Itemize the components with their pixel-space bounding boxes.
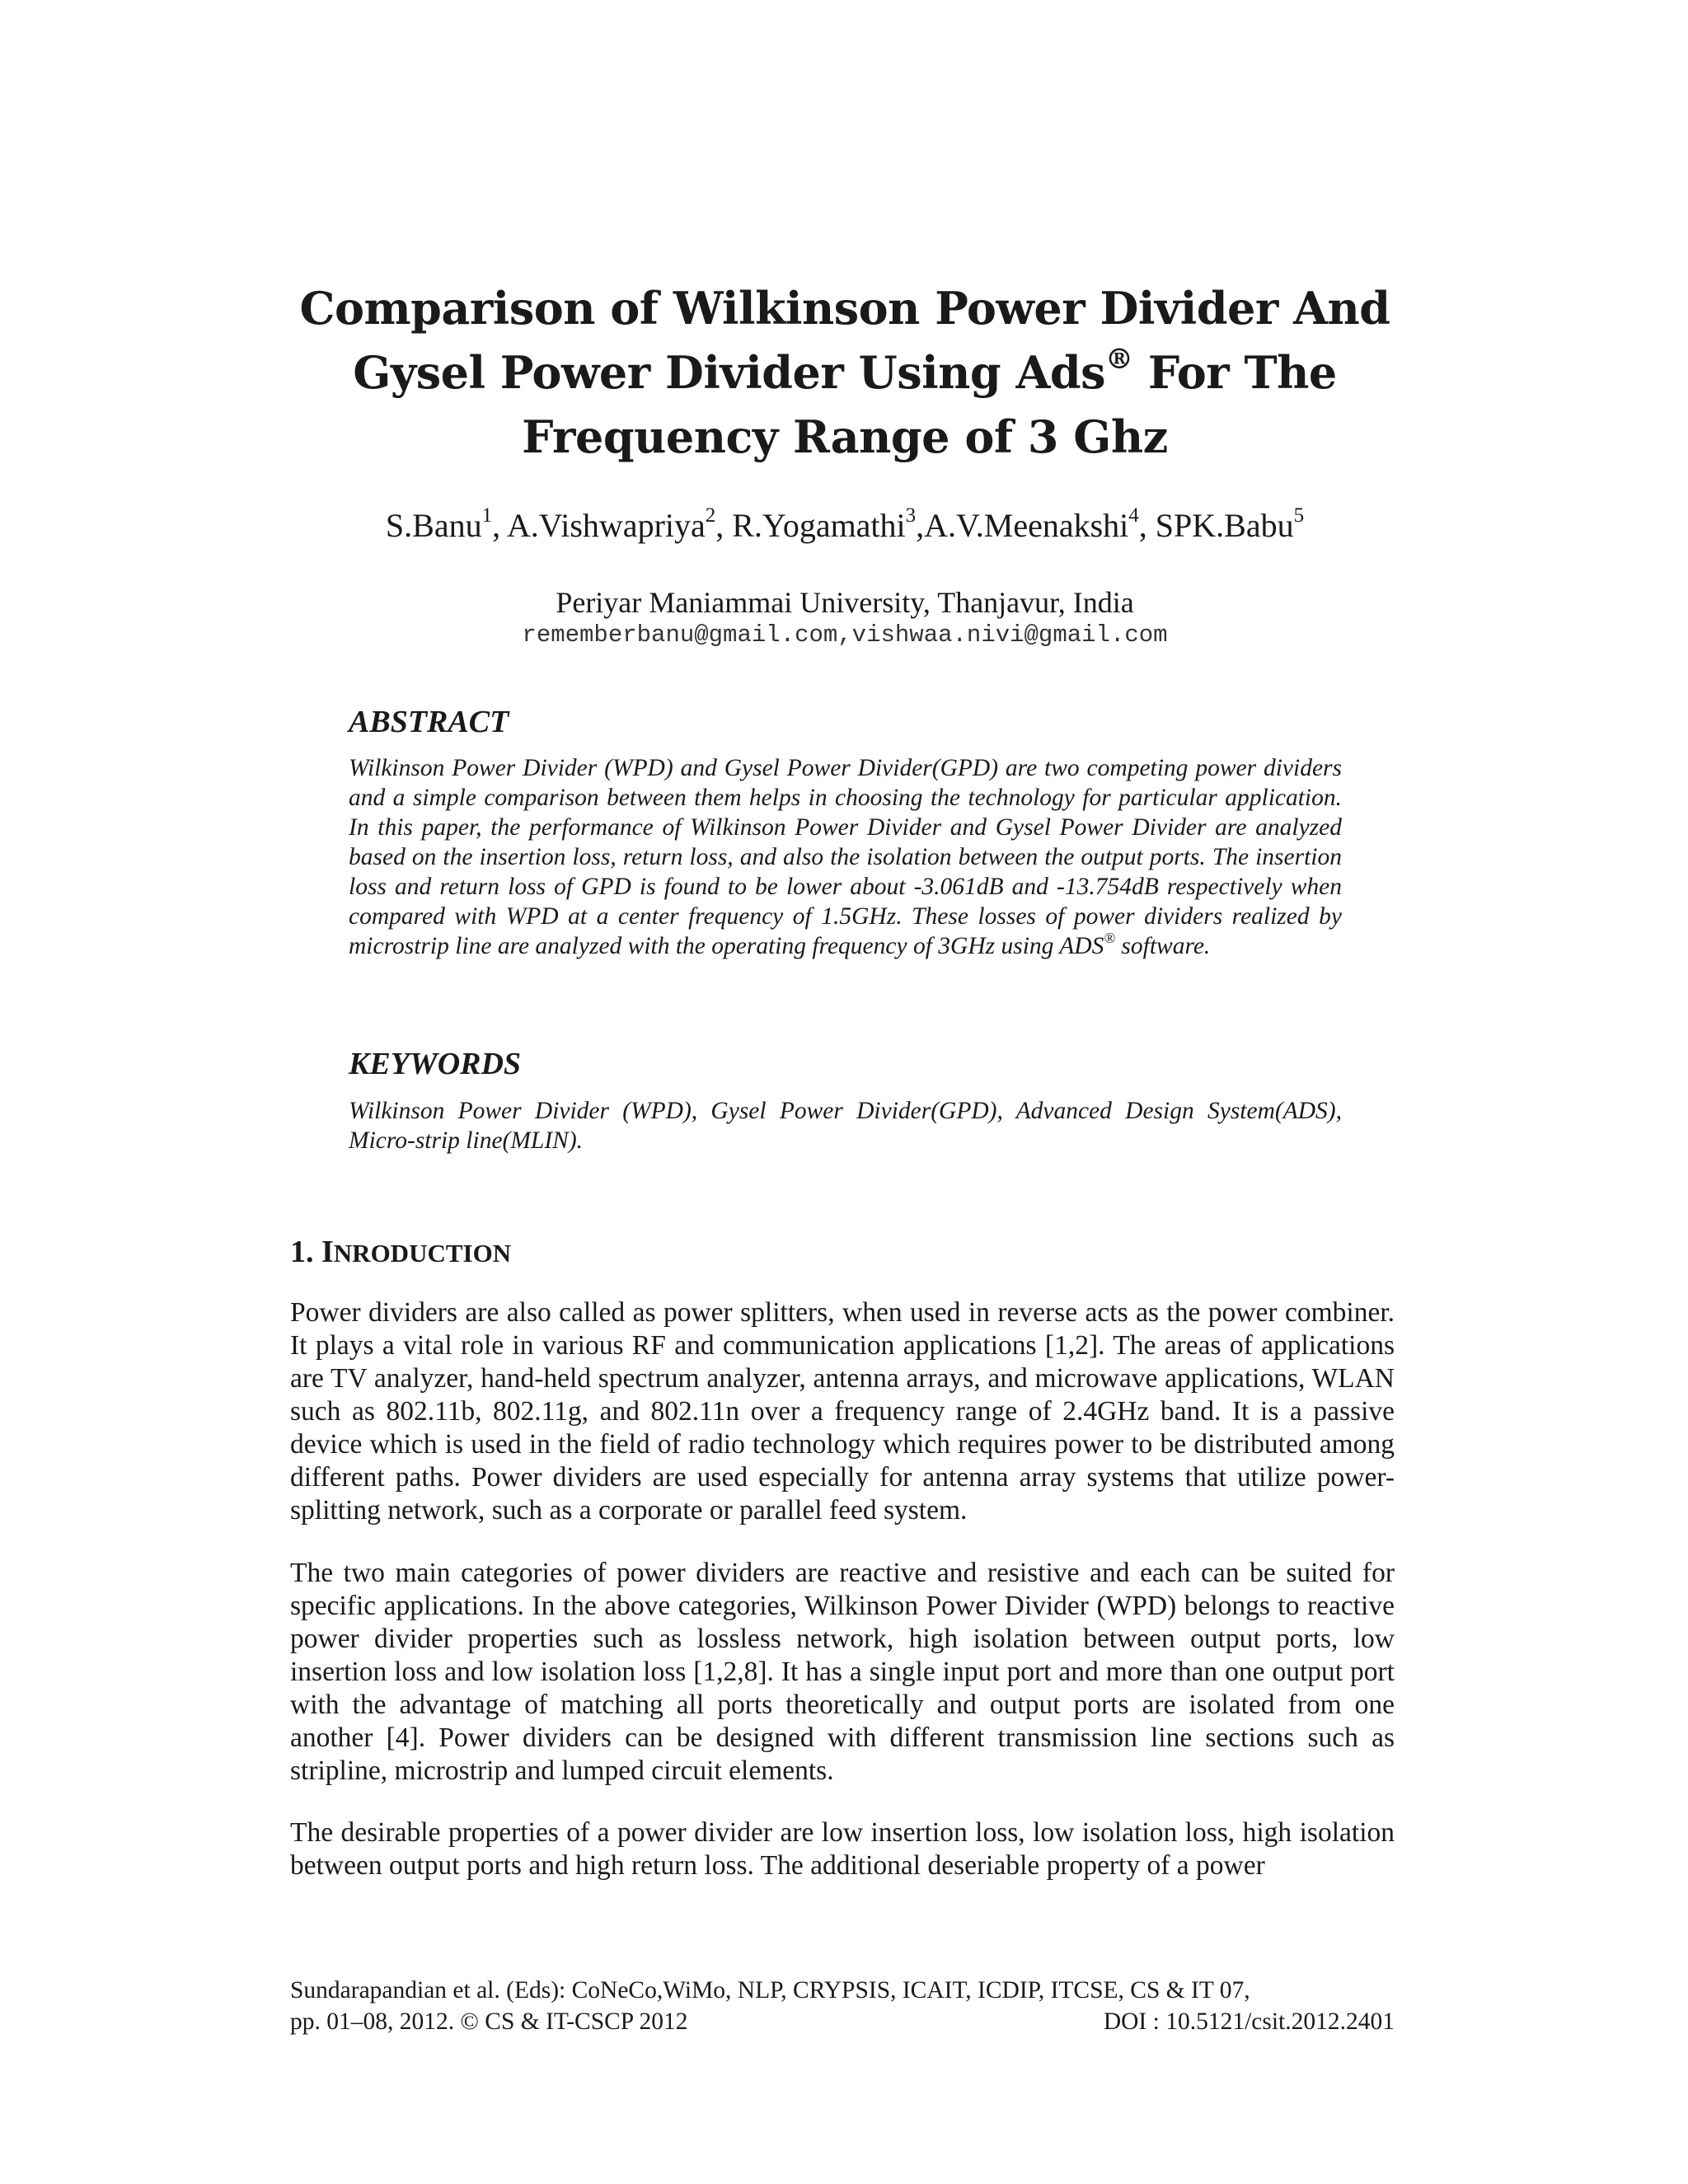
intro-paragraph-1: Power dividers are also called as power splitters, when used in reverse acts as the power combiner. It plays a vital role in various RF and communication applications [1,2]. The areas of applications are TV analyzer, hand-held spectrum analyzer, antenna arrays, and microwave applications, WLAN such as 802.11b, 802.11g, and 802.11n over a frequency range of 2.4GHz band. It is a passive device which is used in the field of radio technology which requires power to be distributed among different paths. Power dividers are used especially for antenna array systems that utilize power-splitting network, such as a corporate or parallel feed system. [290,1297,1395,1526]
registered-mark: ® [1104,930,1116,946]
paper-title [280,276,1409,469]
footer-pages: pp. 01–08, 2012. © CS & IT-CSCP 2012 [290,2008,688,2035]
keywords-text: Wilkinson Power Divider (WPD), Gysel Power Divider(GPD), Advanced Design System(ADS), Micro-strip line(MLIN). [349,1098,1342,1154]
affiliation: Periyar Maniammai University, Thanjavur, India [556,586,1134,619]
footer-doi[interactable]: DOI : 10.5121/csit.2012.2401 [1103,2008,1395,2035]
introduction-heading: 1. INRODUCTION [290,1235,512,1269]
intro-paragraph-3: The desirable properties of a power divider are low insertion loss, low isolation loss, high isolation between output ports and high return loss. The additional deseriable property of a power [290,1817,1395,1881]
footer-citation [290,2006,1395,2037]
registered-mark: ® [1105,343,1133,376]
abstract-text: Wilkinson Power Divider (WPD) and Gysel Power Divider(GPD) are two competing power dividers and a simple comparison between them helps in choosing the technology for particular application. In this paper, the performance of Wilkinson Power Divider and Gysel Power Divider are analyzed based on the insertion loss, return loss, and also the isolation between the output ports. The insertion loss and return loss of GPD is found to be lower about -3.061dB and -13.754dB respectively when compared with WPD at a center frequency of 1.5GHz. These losses of power dividers realized by microstrip line are analyzed with the operating frequency of 3GHz using ADS® software. [349,755,1342,959]
title-line-2: Gysel Power Divider Using Ads® For The [353,343,1337,399]
author-list: S.Banu$^1$, A.Vishwapriya$^2$, R.Yogamathi$^3$,A.V.Meenakshi$^4$, SPK.Babu$^5$ [385,504,1305,544]
keywords-heading: KEYWORDS [349,1047,522,1081]
title-line-1: Comparison of Wilkinson Power Divider And [299,282,1390,335]
intro-paragraph-2: The two main categories of power dividers are reactive and resistive and each can be suited for specific applications. In the above categories, Wilkinson Power Divider (WPD) belongs to reactive power divider properties such as lossless network, high isolation between output ports, low insertion loss and low isolation loss [1,2,8]. It has a single input port and more than one output port with the advantage of matching all ports theoretically and output ports are isolated from one another [4]. Power dividers can be designed with different transmission line sections such as stripline, microstrip and lumped circuit elements. [290,1558,1395,1786]
author-emails[interactable]: rememberbanu@gmail.com,vishwaa.nivi@gmail.com [522,621,1168,649]
footer-proceedings: Sundarapandian et al. (Eds): CoNeCo,WiMo, NLP, CRYPSIS, ICAIT, ICDIP, ITCSE, CS & IT 07, [290,1977,1250,2004]
abstract-heading: ABSTRACT [349,705,509,739]
title-line-3: Frequency Range of 3 Ghz [522,410,1168,463]
